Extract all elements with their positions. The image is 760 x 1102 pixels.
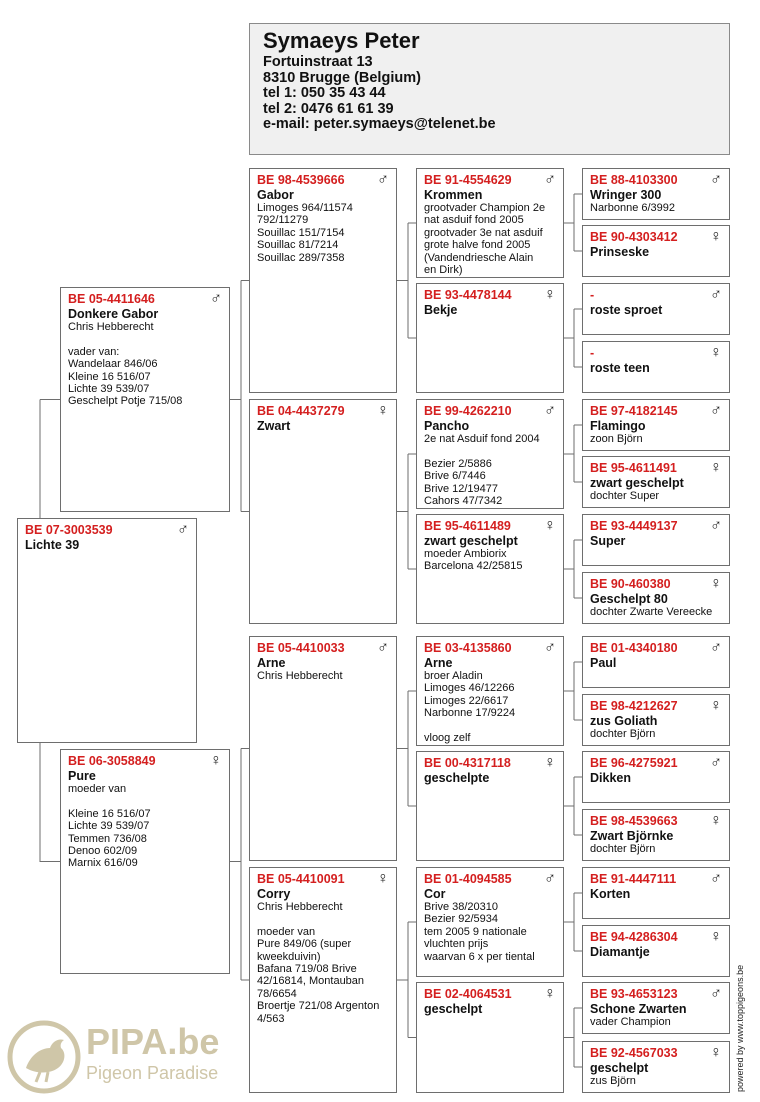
bird-name: Dikken (590, 771, 631, 785)
male-symbol-icon: ♂ (544, 171, 556, 188)
bird-name: zwart geschelpt (590, 476, 684, 490)
bird-detail: Chris Hebberecht (257, 901, 343, 913)
pedigree-card-g8 (582, 572, 730, 624)
male-symbol-icon: ♂ (210, 290, 222, 307)
bird-name: roste sproet (590, 303, 663, 317)
logo-title: PIPA.be (86, 1021, 220, 1062)
bird-detail: Brive 12/19477 (424, 482, 498, 495)
pedigree-card-sd (249, 399, 397, 624)
ring-number: BE 93-4478144 (424, 288, 512, 302)
bird-name: Pancho (424, 419, 470, 433)
ring-number: - (590, 288, 595, 302)
ring-number: BE 05-4411646 (68, 292, 155, 306)
bird-name: Korten (590, 887, 631, 901)
bird-detail: Narbonne 6/3992 (590, 202, 676, 214)
bird-name: Flamingo (590, 419, 646, 433)
male-symbol-icon: ♂ (544, 639, 556, 656)
ring-number: - (590, 346, 595, 360)
pedigree-card-subject (17, 518, 197, 743)
connector-dam (230, 749, 249, 981)
male-symbol-icon: ♂ (710, 639, 722, 656)
owner-phone-1: tel 1: 050 35 43 44 (263, 85, 386, 101)
female-symbol-icon: ♀ (710, 344, 722, 361)
bird-name: geschelpt (424, 1002, 483, 1016)
female-symbol-icon: ♀ (710, 812, 722, 829)
bird-detail: Chris Hebberecht (68, 321, 154, 333)
connector-dds (564, 893, 582, 951)
male-symbol-icon: ♂ (544, 402, 556, 419)
pedigree-card-g3 (582, 283, 730, 335)
female-symbol-icon: ♀ (710, 928, 722, 945)
female-symbol-icon: ♀ (710, 1044, 722, 1061)
pedigree-card-sds (416, 399, 564, 509)
male-symbol-icon: ♂ (177, 521, 189, 538)
connector-dsd (564, 777, 582, 835)
pedigree-card-g14 (582, 925, 730, 977)
ring-number: BE 05-4410091 (257, 872, 345, 886)
ring-number: BE 06-3058849 (68, 754, 156, 768)
connector-sd (397, 454, 416, 569)
bird-name: Corry (257, 887, 291, 901)
bird-name: Gabor (257, 188, 294, 202)
bird-detail: Lichte 39 539/07 (68, 383, 150, 396)
bird-detail: Bezier 92/5934 (424, 913, 498, 926)
bird-detail: 78/6654 (257, 987, 297, 1000)
bird-detail: vloog zelf (424, 732, 471, 745)
pedigree-card-g16 (582, 1041, 730, 1093)
bird-detail: Chris Hebberecht (257, 670, 343, 682)
bird-detail: zus Björn (590, 1075, 636, 1087)
ring-number: BE 95-4611491 (590, 461, 677, 475)
bird-detail: dochter Super (590, 490, 660, 502)
pedigree-card-ds (249, 636, 397, 861)
female-symbol-icon: ♀ (544, 754, 556, 771)
bird-detail: grote halve fond 2005 (424, 239, 531, 252)
bird-detail: broer Aladin (424, 670, 483, 682)
bird-detail: moeder Ambiorix (424, 548, 507, 560)
bird-name: Geschelpt 80 (590, 592, 668, 606)
female-symbol-icon: ♀ (544, 985, 556, 1002)
ring-number: BE 01-4094585 (424, 872, 512, 886)
bird-name: Paul (590, 656, 617, 670)
bird-detail: Bezier 2/5886 (424, 457, 492, 470)
bird-detail: 2e nat Asduif fond 2004 (424, 433, 540, 445)
owner-address-city: 8310 Brugge (Belgium) (263, 69, 421, 86)
blank-line (68, 333, 222, 345)
pedigree-card-g6 (582, 456, 730, 508)
female-symbol-icon: ♀ (544, 286, 556, 303)
blank-line (68, 795, 222, 807)
bird-name: Zwart Björnke (590, 829, 674, 843)
bird-detail: Narbonne 17/9224 (424, 707, 516, 720)
bird-detail: waarvan 6 x per tiental (424, 950, 535, 963)
bird-detail: Pure 849/06 (super (257, 938, 352, 951)
bird-detail: Limoges 46/12266 (424, 682, 515, 695)
male-symbol-icon: ♂ (710, 985, 722, 1002)
bird-detail: 42/16814, Montauban (257, 975, 365, 988)
female-symbol-icon: ♀ (544, 517, 556, 534)
bird-name: zwart geschelpt (424, 534, 518, 548)
ring-number: BE 05-4410033 (257, 641, 345, 655)
ring-number: BE 94-4286304 (590, 930, 678, 944)
bird-name: Lichte 39 (25, 538, 80, 552)
bird-name: Diamantje (590, 945, 650, 959)
owner-phone-2: tel 2: 0476 61 61 39 (263, 100, 394, 117)
bird-detail: Bafana 719/08 Brive (257, 963, 357, 976)
bird-name: Bekje (424, 303, 458, 317)
bird-name: geschelpte (424, 771, 490, 785)
ring-number: BE 96-4275921 (590, 756, 678, 770)
bird-name: Arne (257, 656, 286, 670)
bird-detail: Brive 6/7446 (424, 470, 486, 483)
ring-number: BE 97-4182145 (590, 404, 678, 418)
pedigree-card-g15 (582, 982, 730, 1034)
bird-name: Schone Zwarten (590, 1002, 687, 1016)
blank-line (424, 445, 556, 457)
connector-sdd (564, 540, 582, 598)
pedigree-card-ssd (416, 283, 564, 393)
bird-detail: Geschelpt Potje 715/08 (68, 395, 183, 408)
pedigree-card-dss (416, 636, 564, 746)
owner-name: Symaeys Peter (263, 28, 420, 53)
ring-number: BE 98-4539666 (257, 173, 345, 187)
bird-name: Donkere Gabor (68, 307, 159, 321)
ring-number: BE 02-4064531 (424, 987, 512, 1001)
bird-detail: dochter Björn (590, 843, 656, 855)
bird-name: Cor (424, 887, 446, 901)
connector-ssd (564, 309, 582, 367)
bird-name: zus Goliath (590, 714, 658, 728)
bird-detail: Limoges 964/11574 (257, 202, 353, 214)
male-symbol-icon: ♂ (710, 870, 722, 887)
ring-number: BE 98-4212627 (590, 699, 678, 713)
pedigree-card-g12 (582, 809, 730, 861)
ring-number: BE 98-4539663 (590, 814, 678, 828)
pedigree-card-g9 (582, 636, 730, 688)
male-symbol-icon: ♂ (710, 286, 722, 303)
ring-number: BE 90-460380 (590, 577, 671, 591)
bird-detail: moeder van (257, 925, 316, 938)
pedigree-card-g2 (582, 225, 730, 277)
male-symbol-icon: ♂ (377, 639, 389, 656)
ring-number: BE 91-4447111 (590, 872, 677, 886)
blank-line (424, 720, 556, 732)
bird-detail: vader Champion (590, 1016, 671, 1028)
pedigree-card-dam (60, 749, 230, 974)
female-symbol-icon: ♀ (210, 752, 222, 769)
pedigree-card-g1 (582, 168, 730, 220)
logo-subtitle: Pigeon Paradise (86, 1063, 219, 1083)
bird-detail: Temmen 736/08 (68, 832, 147, 845)
pedigree-card-sdd (416, 514, 564, 624)
connector-ds (397, 691, 416, 806)
bird-detail: Lichte 39 539/07 (68, 820, 150, 833)
bird-detail: 792/11279 (257, 214, 309, 227)
pedigree-card-dsd (416, 751, 564, 861)
pedigree-card-dds (416, 867, 564, 977)
female-symbol-icon: ♀ (377, 870, 389, 887)
ring-number: BE 95-4611489 (424, 519, 511, 533)
ring-number: BE 93-4653123 (590, 987, 678, 1001)
bird-detail: Marnix 616/09 (68, 857, 138, 870)
ring-number: BE 04-4437279 (257, 404, 345, 418)
bird-detail: kweekduivin) (257, 950, 321, 963)
pedigree-card-g7 (582, 514, 730, 566)
female-symbol-icon: ♀ (377, 402, 389, 419)
powered-by-text: powered by www.toppigeons.be (735, 964, 745, 1092)
pedigree-card-g11 (582, 751, 730, 803)
pedigree-card-g4 (582, 341, 730, 393)
ring-number: BE 88-4103300 (590, 173, 678, 187)
male-symbol-icon: ♂ (377, 171, 389, 188)
pedigree-card-g10 (582, 694, 730, 746)
bird-name: Super (590, 534, 626, 548)
bird-detail: grootvader Champion 2e (424, 202, 546, 214)
female-symbol-icon: ♀ (710, 459, 722, 476)
male-symbol-icon: ♂ (710, 171, 722, 188)
bird-detail: en Dirk) (424, 264, 463, 277)
bird-name: Pure (68, 769, 96, 783)
ring-number: BE 91-4554629 (424, 173, 512, 187)
bird-detail: Souillac 81/7214 (257, 239, 339, 252)
male-symbol-icon: ♂ (544, 870, 556, 887)
pedigree-card-sss (416, 168, 564, 278)
connector-sss (564, 194, 582, 251)
pedigree-card-sire (60, 287, 230, 512)
connector-sds (564, 425, 582, 482)
connector-dd (397, 922, 416, 1038)
pedigree-card-dd (249, 867, 397, 1093)
bird-name: Zwart (257, 419, 291, 433)
pipa-logo (6, 1018, 226, 1096)
pedigree-card-g13 (582, 867, 730, 919)
ring-number: BE 90-4303412 (590, 230, 678, 244)
bird-detail: Kleine 16 516/07 (68, 370, 151, 383)
bird-detail: Souillac 151/7154 (257, 226, 345, 239)
bird-detail: nat asduif fond 2005 (424, 214, 524, 227)
male-symbol-icon: ♂ (710, 517, 722, 534)
female-symbol-icon: ♀ (710, 697, 722, 714)
bird-detail: dochter Zwarte Vereecke (590, 606, 713, 618)
pedigree-card-g5 (582, 399, 730, 451)
connector-ddd (564, 1008, 582, 1067)
bird-detail: zoon Björn (590, 433, 643, 445)
owner-email: e-mail: peter.symaeys@telenet.be (263, 116, 496, 132)
bird-detail: Brive 38/20310 (424, 901, 498, 913)
male-symbol-icon: ♂ (710, 402, 722, 419)
bird-detail: Cahors 47/7342 (424, 495, 503, 508)
bird-detail: Souillac 289/7358 (257, 251, 345, 264)
female-symbol-icon: ♀ (710, 575, 722, 592)
connector-ss (397, 223, 416, 338)
ring-number: BE 01-4340180 (590, 641, 678, 655)
bird-detail: grootvader 3e nat asduif (424, 226, 543, 239)
ring-number: BE 99-4262210 (424, 404, 512, 418)
bird-name: Prinseske (590, 245, 650, 259)
ring-number: BE 92-4567033 (590, 1046, 678, 1060)
bird-detail: Limoges 22/6617 (424, 694, 509, 707)
connector-dss (564, 662, 582, 720)
bird-detail: Wandelaar 846/06 (68, 358, 158, 371)
bird-name: roste teen (590, 361, 650, 375)
bird-detail: vluchten prijs (424, 938, 489, 951)
connector-sire (230, 281, 249, 512)
female-symbol-icon: ♀ (710, 228, 722, 245)
bird-detail: tem 2005 9 nationale (424, 925, 527, 938)
bird-detail: (Vandendriesche Alain (424, 251, 534, 264)
bird-detail: Denoo 602/09 (68, 845, 138, 858)
ring-number: BE 00-4317118 (424, 756, 511, 770)
pigeon-logo-icon (6, 1018, 84, 1096)
ring-number: BE 03-4135860 (424, 641, 512, 655)
owner-address-street: Fortuinstraat 13 (263, 54, 373, 70)
ring-number: BE 93-4449137 (590, 519, 678, 533)
bird-detail: vader van: (68, 345, 120, 358)
bird-detail: 4/563 (257, 1012, 285, 1025)
bird-name: Krommen (424, 188, 483, 202)
bird-name: Arne (424, 656, 453, 670)
blank-line (257, 913, 389, 925)
bird-name: Wringer 300 (590, 188, 662, 202)
bird-detail: dochter Björn (590, 728, 656, 740)
male-symbol-icon: ♂ (710, 754, 722, 771)
bird-detail: Barcelona 42/25815 (424, 560, 523, 573)
pedigree-card-ss (249, 168, 397, 393)
bird-detail: moeder van (68, 783, 127, 795)
bird-detail: Broertje 721/08 Argenton (257, 1000, 380, 1013)
bird-name: geschelpt (590, 1061, 649, 1075)
ring-number: BE 07-3003539 (25, 523, 113, 537)
bird-detail: Kleine 16 516/07 (68, 807, 151, 820)
pedigree-card-ddd (416, 982, 564, 1093)
